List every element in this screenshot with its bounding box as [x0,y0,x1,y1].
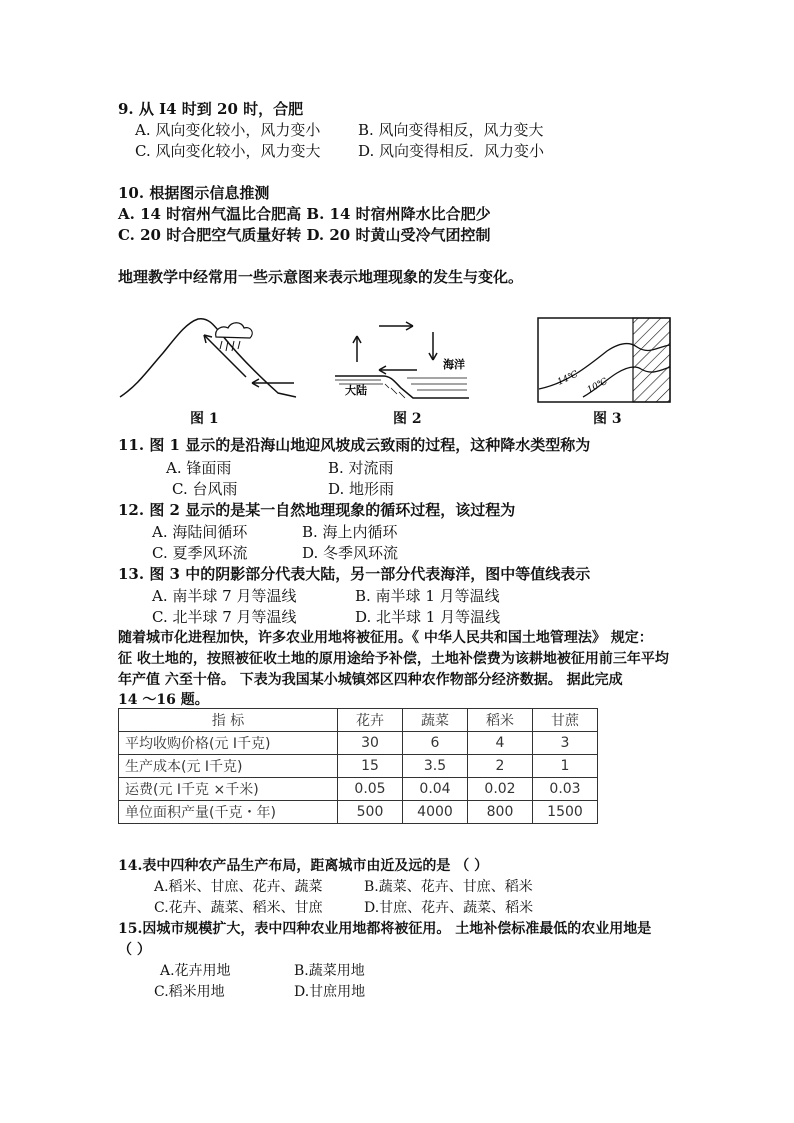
table-row [119,732,598,755]
table-cell: 500 [338,801,403,824]
table-header-cell: 蔬菜 [403,709,468,732]
table-cell: 30 [338,732,403,755]
table-cell: 4000 [403,801,468,824]
table-cell: 0.02 [468,778,533,801]
table-row [119,801,598,824]
table-cell: 3 [533,732,598,755]
table-cell: 生产成本(元 I千克) [119,755,338,778]
table-cell: 6 [403,732,468,755]
table-row [119,755,598,778]
q12-option-d: D. 冬季风环流 [302,544,399,562]
table-cell: 4 [468,732,533,755]
figure-3-caption: 图 3 [593,411,622,427]
q15-option-d: D.甘庶用地 [294,984,366,1000]
figure-3-isotherm-10-label: 10℃ [585,376,610,396]
table-cell: 1 [533,755,598,778]
q14-stem: 14.表中四种农产品生产布局，距离城市由近及远的是 （ ） [118,858,489,874]
table-header-cell: 花卉 [338,709,403,732]
table-cell: 平均收购价格(元 I千克) [119,732,338,755]
table-cell: 单位面积产量(千克・年) [119,801,338,824]
table-cell: 0.03 [533,778,598,801]
q11-option-c: C. 台风雨 [172,480,238,498]
q11-stem: 11. 图 1 显示的是沿海山地迎风坡成云致雨的过程，这种降水类型称为 [118,436,591,454]
q10-options-ab: A. 14 时宿州气温比合肥高 B. 14 时宿州降水比合肥少 [118,205,491,223]
q13-option-b: B. 南半球 1 月等温线 [355,587,500,605]
figure-3-isotherm-diagram [537,317,672,403]
q15-stem: 15.因城市规模扩大，表中四种农业用地都将被征用。 土地补偿标准最低的农业用地是 [118,921,652,937]
figure-2-circulation-diagram [333,318,473,408]
table-cell: 0.04 [403,778,468,801]
passage-line-3: 年产值 六至十倍。 下表为我国某小城镇郊区四种农作物部分经济数据。 据此完成 [118,672,623,688]
figure-2-caption: 图 2 [393,411,422,427]
table-header-cell: 指 标 [119,709,338,732]
table-header-cell: 甘蔗 [533,709,598,732]
q9-option-d: D. 风向变得相反．风力变小 [358,142,545,160]
q13-option-c: C. 北半球 7 月等温线 [152,608,297,626]
q9-option-b: B. 风向变得相反，风力变大 [358,121,544,139]
q14-option-a: A.稻米、甘庶、花卉、蔬菜 [154,879,323,895]
q13-stem: 13. 图 3 中的阴影部分代表大陆，另一部分代表海洋，图中等值线表示 [118,565,591,583]
q12-option-b: B. 海上内循环 [302,523,398,541]
table-cell: 800 [468,801,533,824]
figure-1-mountain-diagram [118,315,298,405]
q15-answer-parentheses: （ ） [118,942,151,958]
table-row [119,778,598,801]
crop-economic-data-table [118,708,598,824]
table-cell: 0.05 [338,778,403,801]
figure-2-land-label: 大陆 [345,384,367,397]
table-cell: 15 [338,755,403,778]
q14-option-b: B.蔬菜、花卉、甘庶、稻米 [364,879,533,895]
table-cell: 1500 [533,801,598,824]
passage-line-2: 征 收土地的，按照被征收土地的原用途给予补偿，土地补偿费为该耕地被征用前三年平均 [118,651,669,667]
passage-line-4: 14 ～16 题。 [118,692,209,708]
q10-stem: 10. 根据图示信息推测 [118,184,270,202]
passage-line-1: 随着城市化进程加快，许多农业用地将被征用。《 中华人民共和国土地管理法》 规定： [118,630,653,646]
q12-option-c: C. 夏季风环流 [152,544,248,562]
table-cell: 2 [468,755,533,778]
q15-option-b: B.蔬菜用地 [294,963,365,979]
q9-option-a: A. 风向变化较小，风力变小 [135,121,321,139]
q12-stem: 12. 图 2 显示的是某一自然地理现象的循环过程，该过程为 [118,501,516,519]
q13-option-a: A. 南半球 7 月等温线 [152,587,297,605]
figure-1-caption: 图 1 [190,411,219,427]
q13-option-d: D. 北半球 1 月等温线 [355,608,501,626]
figure-3-isotherm-14-label: 14℃ [556,369,580,388]
q14-option-c: C.花卉、蔬菜、稻米、甘庶 [154,900,323,916]
q12-option-a: A. 海陆间循环 [152,523,248,541]
q9-stem: 9. 从 I4 时到 20 时，合肥 [118,100,304,118]
q11-option-b: B. 对流雨 [328,459,394,477]
table-cell: 运费(元 I千克 ×千米) [119,778,338,801]
table-cell: 3.5 [403,755,468,778]
q15-option-a: A.花卉用地 [160,963,231,979]
q9-option-c: C. 风向变化较小，风力变大 [135,142,321,160]
q10-options-cd: C. 20 时合肥空气质量好转 D. 20 时黄山受冷气团控制 [118,226,491,244]
q15-option-c: C.稻米用地 [154,984,225,1000]
q14-option-d: D.甘庶、花卉、蔬菜、稻米 [364,900,534,916]
intro-text: 地理教学中经常用一些示意图来表示地理现象的发生与变化。 [118,268,524,286]
table-header-row [119,709,598,732]
q11-option-a: A. 锋面雨 [166,459,232,477]
figure-2-ocean-label: 海洋 [443,358,465,371]
q11-option-d: D. 地形雨 [328,480,395,498]
table-header-cell: 稻米 [468,709,533,732]
